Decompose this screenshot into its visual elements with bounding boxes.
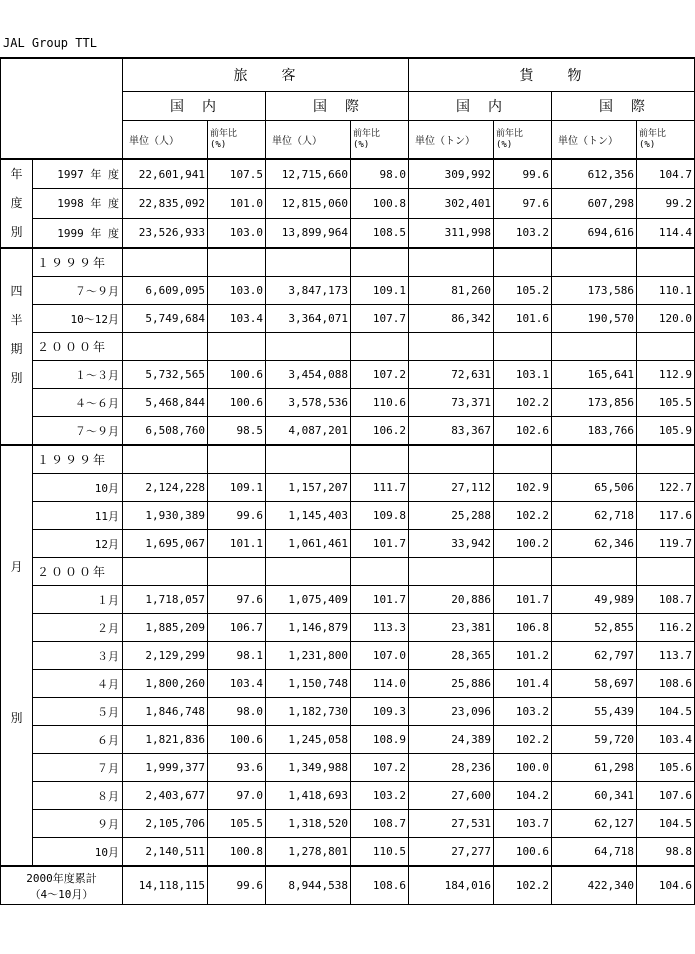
month-ratio: 108.7 [351,810,409,838]
total-ratio: 108.6 [351,866,409,905]
month-ratio: 107.2 [351,754,409,782]
month-ratio: 97.0 [208,782,266,810]
fiscal-count: 612,356 [552,159,637,189]
month-count: 2,105,706 [123,810,208,838]
ratio-label [494,121,552,160]
month-ratio: 100.8 [208,838,266,867]
unit-label: 単位（人） [123,121,208,160]
cargo-international-header: 国 際 [552,92,695,121]
month-ratio: 106.7 [208,614,266,642]
blank-cell [409,333,494,361]
month-ratio: 113.7 [637,642,695,670]
quarter-count: 190,570 [552,305,637,333]
month-ratio: 102.2 [494,726,552,754]
month-ratio: 116.2 [637,614,695,642]
blank-cell [208,558,266,586]
blank-cell [637,445,695,474]
table-row [1,417,695,446]
month-ratio: 98.1 [208,642,266,670]
month-ratio: 104.2 [494,782,552,810]
row-label: ４月 [33,670,123,698]
blank-cell [552,558,637,586]
month-ratio: 107.6 [637,782,695,810]
month-ratio: 108.9 [351,726,409,754]
blank-cell [409,558,494,586]
row-label: 1998 年 度 [33,189,123,218]
month-count: 1,145,403 [266,502,351,530]
quarter-ratio: 110.6 [351,389,409,417]
row-label: 10～12月 [33,305,123,333]
blank-cell [266,333,351,361]
blank-cell [494,333,552,361]
quarter-count: 72,631 [409,361,494,389]
table-row [1,698,695,726]
blank-cell [208,248,266,277]
fiscal-ratio: 104.7 [637,159,695,189]
month-side-top: 月 [10,560,23,574]
quarter-count: 73,371 [409,389,494,417]
fiscal-ratio: 108.5 [351,218,409,248]
row-label: 12月 [33,530,123,558]
row-label: 10月 [33,838,123,867]
total-ratio: 102.2 [494,866,552,905]
fiscal-count: 12,715,660 [266,159,351,189]
fiscal-count: 607,298 [552,189,637,218]
quarter-count: 83,367 [409,417,494,446]
blank-cell [351,248,409,277]
row-label: ４～６月 [33,389,123,417]
month-ratio: 108.7 [637,586,695,614]
month-ratio: 97.6 [208,586,266,614]
quarter-count: 4,087,201 [266,417,351,446]
month-ratio: 99.6 [208,502,266,530]
blank-cell [494,248,552,277]
table-row [1,670,695,698]
blank-cell [494,445,552,474]
month-count: 62,718 [552,502,637,530]
fiscal-ratio: 97.6 [494,189,552,218]
month-count: 25,288 [409,502,494,530]
quarter-count: 173,856 [552,389,637,417]
year-label: １９９９年 [33,248,123,277]
blank-cell [123,333,208,361]
quarter-count: 3,847,173 [266,277,351,305]
table-row [1,782,695,810]
blank-cell [351,445,409,474]
passenger-header: 旅 客 [123,58,409,92]
blank-cell [351,558,409,586]
unit-label: 単位（トン） [552,121,637,160]
month-ratio: 101.4 [494,670,552,698]
ratio-label-line1: 前年比 [210,128,238,139]
month-count: 1,930,389 [123,502,208,530]
row-label: ５月 [33,698,123,726]
quarter-side-char: 半 [10,313,23,327]
quarter-ratio: 110.1 [637,277,695,305]
quarter-side-label [1,248,33,445]
table-row [1,474,695,502]
total-label [1,866,123,905]
quarter-count: 5,732,565 [123,361,208,389]
table-row [1,389,695,417]
month-count: 2,403,677 [123,782,208,810]
table-row [1,614,695,642]
month-count: 60,341 [552,782,637,810]
table-row [1,248,695,277]
blank-cell [266,558,351,586]
fiscal-ratio: 100.8 [351,189,409,218]
fiscal-side-label-char: 度 [10,196,23,210]
row-label: ２月 [33,614,123,642]
table-row [1,159,695,189]
month-ratio: 106.8 [494,614,552,642]
quarter-side-char: 四 [10,284,23,298]
row-label: 10月 [33,474,123,502]
fiscal-side-label-char: 年 [10,167,23,181]
row-label: 11月 [33,502,123,530]
blank-cell [351,333,409,361]
month-count: 61,298 [552,754,637,782]
quarter-count: 5,749,684 [123,305,208,333]
month-count: 24,389 [409,726,494,754]
quarter-count: 3,454,088 [266,361,351,389]
month-count: 1,695,067 [123,530,208,558]
month-side-label [1,445,33,866]
month-ratio: 101.1 [208,530,266,558]
table-row [1,754,695,782]
blank-cell [637,333,695,361]
quarter-count: 6,609,095 [123,277,208,305]
quarter-count: 6,508,760 [123,417,208,446]
table-row [1,586,695,614]
ratio-label [208,121,266,160]
quarter-ratio: 109.1 [351,277,409,305]
month-count: 2,129,299 [123,642,208,670]
month-count: 33,942 [409,530,494,558]
quarter-ratio: 103.0 [208,277,266,305]
quarter-ratio: 100.6 [208,389,266,417]
month-ratio: 113.3 [351,614,409,642]
table-title: JAL Group TTL [3,36,97,50]
fiscal-count: 22,601,941 [123,159,208,189]
month-count: 65,506 [552,474,637,502]
month-count: 1,245,058 [266,726,351,754]
total-label-line2: （4～10月） [29,887,94,901]
statistics-table [0,57,695,905]
month-ratio: 100.0 [494,754,552,782]
month-ratio: 103.4 [208,670,266,698]
quarter-count: 81,260 [409,277,494,305]
quarter-count: 183,766 [552,417,637,446]
fiscal-count: 309,992 [409,159,494,189]
quarter-count: 173,586 [552,277,637,305]
quarter-ratio: 105.2 [494,277,552,305]
row-label: ９月 [33,810,123,838]
ratio-label-line2: (%) [210,139,227,150]
row-label: ８月 [33,782,123,810]
month-count: 1,800,260 [123,670,208,698]
table-row [1,530,695,558]
month-count: 49,989 [552,586,637,614]
month-count: 62,127 [552,810,637,838]
month-count: 27,531 [409,810,494,838]
month-count: 1,231,800 [266,642,351,670]
table-row [1,445,695,474]
table-row [1,277,695,305]
year-label: １９９９年 [33,445,123,474]
month-ratio: 109.8 [351,502,409,530]
month-ratio: 101.7 [351,530,409,558]
month-ratio: 107.0 [351,642,409,670]
month-ratio: 98.8 [637,838,695,867]
quarter-ratio: 103.4 [208,305,266,333]
month-ratio: 100.6 [494,838,552,867]
month-ratio: 104.5 [637,810,695,838]
month-count: 59,720 [552,726,637,754]
month-count: 52,855 [552,614,637,642]
month-count: 2,124,228 [123,474,208,502]
month-count: 1,821,836 [123,726,208,754]
quarter-ratio: 102.6 [494,417,552,446]
month-count: 64,718 [552,838,637,867]
month-ratio: 103.4 [637,726,695,754]
total-count: 8,944,538 [266,866,351,905]
passenger-domestic-header: 国 内 [123,92,266,121]
month-count: 1,075,409 [266,586,351,614]
table-row [1,810,695,838]
blank-cell [266,445,351,474]
month-count: 62,346 [552,530,637,558]
fiscal-side-label-char: 別 [10,225,23,239]
month-count: 1,885,209 [123,614,208,642]
fiscal-count: 302,401 [409,189,494,218]
month-count: 1,157,207 [266,474,351,502]
ratio-label-line2: (%) [353,139,370,150]
blank-cell [552,333,637,361]
row-label: ７～９月 [33,417,123,446]
blank-cell [266,248,351,277]
row-label: １～３月 [33,361,123,389]
total-ratio: 99.6 [208,866,266,905]
month-ratio: 103.2 [351,782,409,810]
fiscal-ratio: 114.4 [637,218,695,248]
blank-cell [552,445,637,474]
month-count: 55,439 [552,698,637,726]
fiscal-ratio: 99.6 [494,159,552,189]
month-ratio: 114.0 [351,670,409,698]
ratio-label [351,121,409,160]
fiscal-count: 22,835,092 [123,189,208,218]
fiscal-ratio: 99.2 [637,189,695,218]
blank-cell [123,248,208,277]
quarter-count: 3,578,536 [266,389,351,417]
month-count: 1,846,748 [123,698,208,726]
table-row [1,726,695,754]
ratio-label-line2: (%) [639,139,656,150]
blank-cell [123,445,208,474]
month-count: 27,112 [409,474,494,502]
fiscal-ratio: 107.5 [208,159,266,189]
table-row [1,558,695,586]
month-side-bottom: 別 [10,711,23,725]
blank-cell [409,445,494,474]
month-count: 27,277 [409,838,494,867]
quarter-count: 5,468,844 [123,389,208,417]
total-label-line1: 2000年度累計 [26,871,97,885]
quarter-ratio: 105.9 [637,417,695,446]
month-ratio: 101.2 [494,642,552,670]
quarter-ratio: 100.6 [208,361,266,389]
month-count: 1,146,879 [266,614,351,642]
month-count: 2,140,511 [123,838,208,867]
fiscal-ratio: 103.2 [494,218,552,248]
fiscal-count: 12,815,060 [266,189,351,218]
quarter-side-char: 別 [10,371,23,385]
fiscal-ratio: 101.0 [208,189,266,218]
cargo-domestic-header: 国 内 [409,92,552,121]
ratio-label-line2: (%) [496,139,513,150]
table-row [1,305,695,333]
passenger-international-header: 国 際 [266,92,409,121]
unit-label: 単位（トン） [409,121,494,160]
month-count: 1,318,520 [266,810,351,838]
month-count: 1,418,693 [266,782,351,810]
blank-cell [637,248,695,277]
month-count: 1,349,988 [266,754,351,782]
fiscal-count: 311,998 [409,218,494,248]
table-row [1,502,695,530]
year-label: ２０００年 [33,558,123,586]
total-count: 14,118,115 [123,866,208,905]
blank-cell [637,558,695,586]
blank-cell [208,333,266,361]
table-row [1,333,695,361]
row-label: １月 [33,586,123,614]
table-row [1,838,695,867]
corner-cell [1,58,123,159]
month-count: 1,182,730 [266,698,351,726]
month-ratio: 122.7 [637,474,695,502]
ratio-label [637,121,695,160]
month-ratio: 105.6 [637,754,695,782]
row-label: 1999 年 度 [33,218,123,248]
ratio-label-line1: 前年比 [496,128,524,139]
quarter-ratio: 98.5 [208,417,266,446]
quarter-side-char: 期 [10,342,23,356]
total-count: 422,340 [552,866,637,905]
table-row [1,642,695,670]
quarter-ratio: 105.5 [637,389,695,417]
quarter-ratio: 102.2 [494,389,552,417]
quarter-count: 3,364,071 [266,305,351,333]
month-ratio: 104.5 [637,698,695,726]
month-count: 28,236 [409,754,494,782]
month-ratio: 103.2 [494,698,552,726]
table-row [1,361,695,389]
quarter-ratio: 112.9 [637,361,695,389]
month-ratio: 105.5 [208,810,266,838]
blank-cell [123,558,208,586]
quarter-ratio: 106.2 [351,417,409,446]
month-count: 1,061,461 [266,530,351,558]
month-count: 1,278,801 [266,838,351,867]
total-row [1,866,695,905]
row-label: ７月 [33,754,123,782]
year-label: ２０００年 [33,333,123,361]
month-ratio: 101.7 [494,586,552,614]
month-count: 1,999,377 [123,754,208,782]
month-count: 23,096 [409,698,494,726]
quarter-count: 86,342 [409,305,494,333]
month-ratio: 101.7 [351,586,409,614]
fiscal-count: 23,526,933 [123,218,208,248]
blank-cell [208,445,266,474]
month-count: 20,886 [409,586,494,614]
quarter-ratio: 107.2 [351,361,409,389]
month-ratio: 100.2 [494,530,552,558]
total-ratio: 104.6 [637,866,695,905]
unit-label: 単位（人） [266,121,351,160]
month-ratio: 109.3 [351,698,409,726]
month-ratio: 98.0 [208,698,266,726]
quarter-ratio: 120.0 [637,305,695,333]
fiscal-ratio: 103.0 [208,218,266,248]
fiscal-side-label [1,159,33,248]
ratio-label-line1: 前年比 [353,128,381,139]
month-count: 1,718,057 [123,586,208,614]
month-count: 62,797 [552,642,637,670]
month-count: 28,365 [409,642,494,670]
month-count: 25,886 [409,670,494,698]
quarter-ratio: 101.6 [494,305,552,333]
month-ratio: 117.6 [637,502,695,530]
month-ratio: 110.5 [351,838,409,867]
cargo-header: 貨 物 [409,58,695,92]
row-label: 1997 年 度 [33,159,123,189]
blank-cell [409,248,494,277]
month-ratio: 100.6 [208,726,266,754]
month-ratio: 119.7 [637,530,695,558]
table-row [1,218,695,248]
month-ratio: 103.7 [494,810,552,838]
fiscal-ratio: 98.0 [351,159,409,189]
ratio-label-line1: 前年比 [639,128,667,139]
month-ratio: 102.9 [494,474,552,502]
month-ratio: 93.6 [208,754,266,782]
month-ratio: 102.2 [494,502,552,530]
month-ratio: 108.6 [637,670,695,698]
quarter-ratio: 107.7 [351,305,409,333]
row-label: ７～９月 [33,277,123,305]
month-ratio: 111.7 [351,474,409,502]
fiscal-count: 694,616 [552,218,637,248]
row-label: ６月 [33,726,123,754]
month-count: 58,697 [552,670,637,698]
total-count: 184,016 [409,866,494,905]
month-count: 23,381 [409,614,494,642]
table-row [1,189,695,218]
month-count: 1,150,748 [266,670,351,698]
quarter-count: 165,641 [552,361,637,389]
fiscal-count: 13,899,964 [266,218,351,248]
blank-cell [552,248,637,277]
month-ratio: 109.1 [208,474,266,502]
blank-cell [494,558,552,586]
month-count: 27,600 [409,782,494,810]
quarter-ratio: 103.1 [494,361,552,389]
row-label: ３月 [33,642,123,670]
